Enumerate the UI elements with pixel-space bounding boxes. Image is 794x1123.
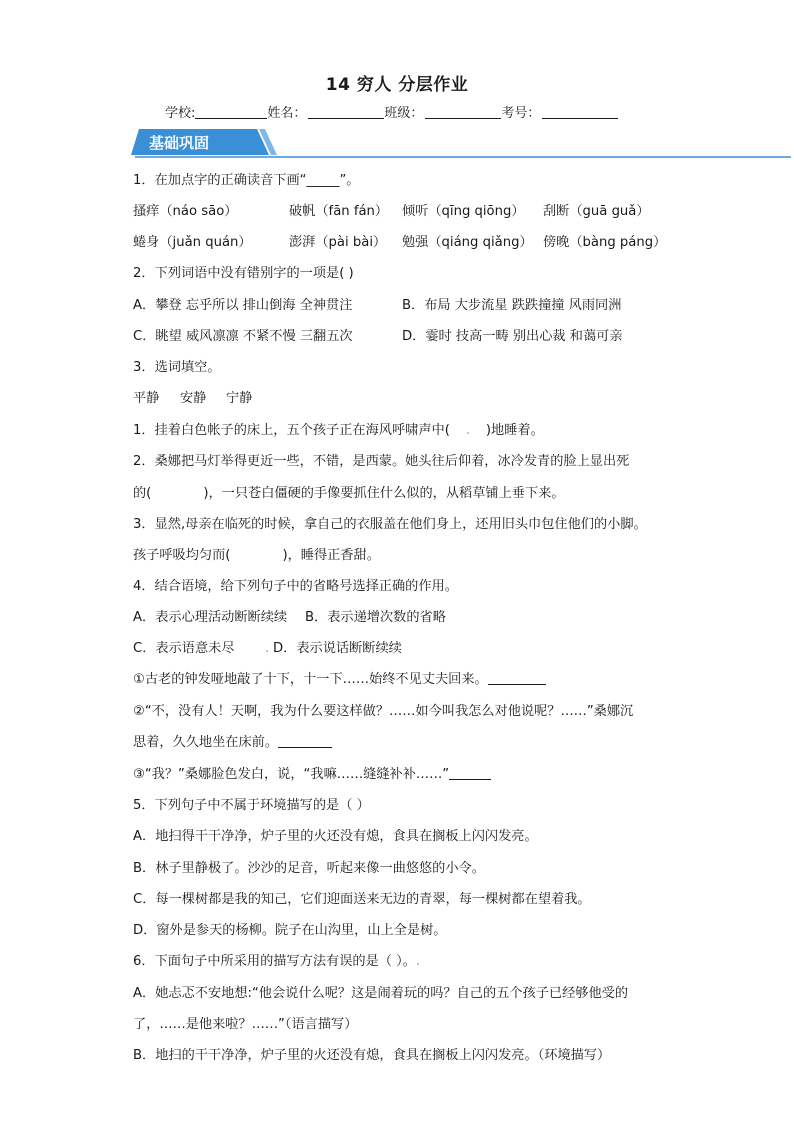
q5-option-a: A．地扫得干干净净，炉子里的火还没有熄，食具在搁板上闪闪发亮。 [133, 829, 538, 844]
q1-row1 [133, 203, 650, 221]
q5-option-c: C．每一棵树都是我的知己，它们迎面送来无边的青翠，每一棵树都在望着我。 [133, 892, 591, 907]
q4-options-ab [133, 609, 446, 627]
q6-option-b: B．地扫的干干净净，炉子里的火还没有熄，食具在搁板上闪闪发亮。（环境描写） [133, 1048, 611, 1063]
q1-item: 蜷身（juǎn quán） [133, 235, 252, 250]
q4-item-3 [133, 766, 491, 784]
section-banner [131, 125, 791, 159]
banner-label: 基础巩固 [149, 134, 210, 152]
school-label: 学校: [165, 106, 196, 121]
q4-item-1 [133, 671, 546, 689]
q4-item-1-text: ①古老的钟发哑地敲了十下，十一下……始终不见丈夫回来。 [133, 672, 488, 687]
exam-no-label: 考号： [501, 106, 541, 121]
q3-sentence-2b [133, 485, 565, 503]
q3-s1-blank[interactable]: . [465, 423, 470, 438]
q2-option-b: B．布局 大步流星 跌跌撞撞 风雨同洲 [402, 298, 622, 313]
q6-option-a-line2: 了，……是他来啦？……”（语言描写） [133, 1017, 358, 1032]
q4-options-cd: C．表示语意未尽 . D．表示说话断断续续 [133, 641, 402, 656]
q3-s2-text-end: )，一只苍白僵硬的手像要抓住什么似的，从稻草铺上垂下来。 [203, 486, 565, 501]
q4-item-3-text: ③“我？”桑娜脸色发白，说，“我嘛……缝缝补补……” [133, 767, 450, 782]
q2-option-a: A．攀登 忘乎所以 排山倒海 全神贯注 [133, 298, 353, 313]
q1-stem: 1．在加点字的正确读音下画“_____”。 [133, 173, 360, 188]
q1-item: 倾听（qīng qiōng） [402, 204, 525, 219]
q2-options-cd [133, 328, 623, 346]
q3-word-bank [133, 390, 252, 408]
q3-s1-text-end: )地睡着。 [485, 423, 544, 438]
q4-option-c: C．表示语意未尽 [133, 641, 235, 656]
class-blank[interactable] [425, 104, 501, 119]
q5-option-d: D．窗外是参天的杨柳。院子在山沟里，山上全是树。 [133, 923, 447, 938]
q1-item: 傍晚（bàng páng） [543, 235, 667, 250]
q1-item: 澎湃（pài bài） [289, 235, 387, 250]
q1-item: 勉强（qiáng qiǎng） [402, 235, 533, 250]
student-info-row [165, 102, 618, 121]
q3-s3-text-end: )，睡得正香甜。 [282, 548, 380, 563]
q6-option-a-line1: A．她忐忑不安地想:“他会说什么呢？这是闹着玩的吗？自己的五个孩子已经够他受的 [133, 986, 629, 1001]
q3-word: 宁静 [226, 391, 253, 406]
banner-graphic [131, 125, 791, 159]
exam-no-blank[interactable] [542, 104, 618, 119]
q3-sentence-3a: 3．显然,母亲在临死的时候，拿自己的衣服盖在他们身上，还用旧头巾包住他们的小脚。 [133, 517, 647, 532]
name-label: 姓名： [267, 106, 307, 121]
q2-options-ab [133, 297, 621, 315]
q4-item-2-answer-blank[interactable] [278, 734, 332, 748]
class-label: 班级： [384, 106, 424, 121]
q5-stem: 5．下列句子中不属于环境描写的是（ ） [133, 798, 370, 813]
q6-stem: 6．下面句子中所采用的描写方法有误的是（ ）。. [133, 954, 421, 969]
q3-s1-text: 1．挂着白色帐子的床上，五个孩子正在海风呼啸声中( [133, 423, 450, 438]
q4-option-a: A．表示心理活动断断续续 [133, 610, 288, 625]
q3-word: 安静 [180, 391, 207, 406]
q1-item: 搔痒（náo sāo） [133, 204, 238, 219]
q4-option-d: D．表示说话断断续续 [273, 641, 402, 656]
q4-item-2-text: 思着，久久地坐在床前。 [133, 735, 279, 750]
q4-option-b: B．表示递增次数的省略 [305, 610, 446, 625]
q1-row2 [133, 234, 666, 252]
q4-item-3-answer-blank[interactable] [449, 766, 491, 780]
q2-option-d: D．霎时 技高一畴 别出心裁 和蔼可亲 [402, 329, 623, 344]
q1-item: 刮断（guā guǎ） [543, 204, 650, 219]
q2-option-c: C．眺望 威风凛凛 不紧不慢 三翻五次 [133, 329, 353, 344]
q1-item: 破帆（fān fán） [289, 204, 389, 219]
q3-sentence-1 [133, 422, 544, 440]
q3-s3-text: 孩子呼吸均匀而( [133, 548, 231, 563]
q4-item-2b [133, 734, 332, 752]
q4-item-2a: ②“不，没有人！天啊，我为什么要这样做？……如今叫我怎么对他说呢？……”桑娜沉 [133, 704, 634, 719]
page-title: 14 穷人 分层作业 [325, 75, 469, 95]
name-blank[interactable] [308, 104, 384, 119]
q3-s2-text: 的( [133, 486, 152, 501]
q2-stem: 2．下列词语中没有错别字的一项是( ) [133, 266, 354, 281]
q3-sentence-2a: 2．桑娜把马灯举得更近一些，不错，是西蒙。她头往后仰着，冰冷发青的脸上显出死 [133, 454, 630, 469]
q4-stem: 4．结合语境，给下列句子中的省略号选择正确的作用。 [133, 579, 458, 594]
school-blank[interactable] [195, 104, 267, 119]
q6-stem-text: 6．下面句子中所采用的描写方法有误的是（ ）。 [133, 954, 416, 969]
q3-word: 平静 [133, 391, 160, 406]
q3-stem: 3．选词填空。 [133, 360, 221, 375]
q3-sentence-3b [133, 547, 380, 565]
q4-item-1-answer-blank[interactable] [488, 671, 546, 685]
q5-option-b: B．林子里静极了。沙沙的足音，听起来像一曲悠悠的小令。 [133, 861, 485, 876]
